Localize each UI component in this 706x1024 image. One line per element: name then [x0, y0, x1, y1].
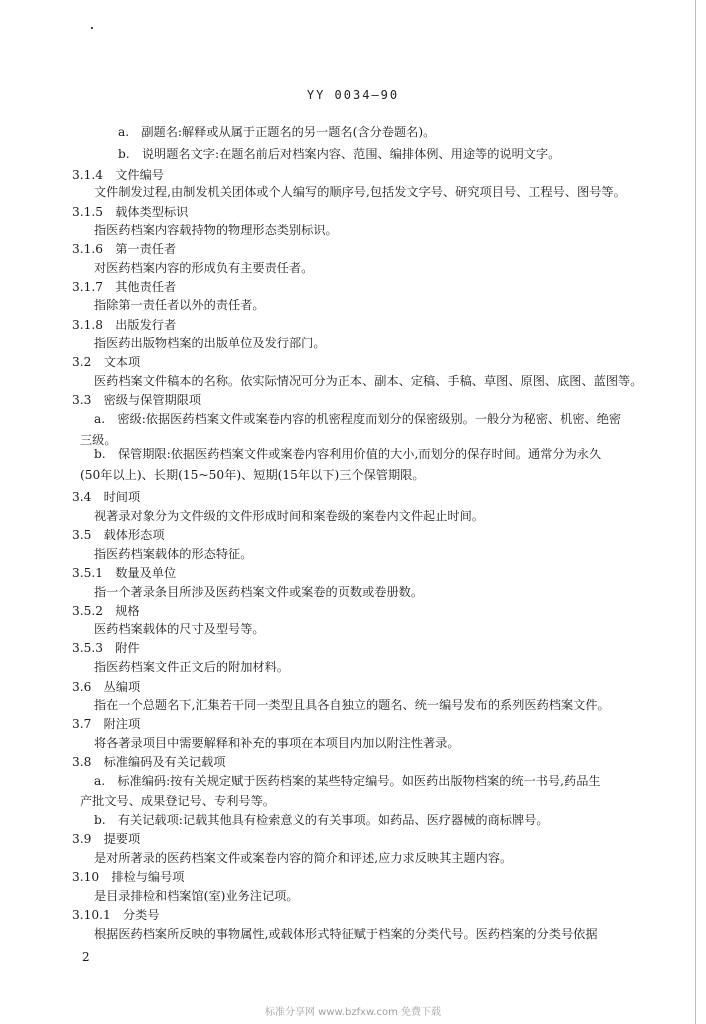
section-heading: 3.10 排检与编号项: [72, 870, 185, 884]
scan-mark: ·: [90, 22, 94, 35]
section-heading: 3.4 时间项: [72, 490, 141, 504]
text-line: 指除第一责任者以外的责任者。: [94, 298, 265, 312]
text-line: 指在一个总题名下,汇集若干同一类型且具各自独立的题名、统一编号发布的系列医药档案文件。: [94, 698, 610, 712]
text-line: 医药档案载体的尺寸及型号等。: [94, 622, 265, 636]
section-heading: 3.2 文本项: [72, 355, 141, 369]
text-line: 对医药档案内容的形成负有主要责任者。: [94, 261, 314, 275]
text-line: b. 保管期限:依据医药档案文件或案卷内容利用价值的大小,而划分的保存时间。通常分为永久: [94, 447, 602, 461]
section-heading: 3.5.2 规格: [72, 604, 140, 618]
text-line: 医药档案文件稿本的名称。依实际情况可分为正本、副本、定稿、手稿、草图、原图、底图、蓝图等。: [94, 374, 643, 388]
text-line: 三级。: [80, 433, 117, 447]
text-line: b. 说明题名文字:在题名前后对档案内容、范围、编排体例、用途等的说明文字。: [118, 147, 561, 161]
text-line: 指一个著录条目所涉及医药档案文件或案卷的页数或卷册数。: [94, 585, 424, 599]
section-heading: 3.8 标准编码及有关记载项: [72, 755, 226, 769]
text-line: 根据医药档案所反映的事物属性,或载体形式特征赋于档案的分类代号。医药档案的分类号依据: [94, 927, 598, 941]
section-heading: 3.3 密级与保管期限项: [72, 393, 202, 407]
section-heading: 3.1.4 文件编号: [72, 168, 164, 182]
page-edge-line: [695, 0, 696, 1024]
watermark-footer: 标准分享网 www.bzfxw.com 免费下载: [265, 1007, 441, 1018]
page-number: 2: [82, 950, 90, 964]
section-heading: 3.1.8 出版发行者: [72, 318, 177, 332]
section-heading: 3.1.5 载体类型标识: [72, 205, 189, 219]
text-line: 是目录排检和档案馆(室)业务注记项。: [94, 889, 299, 903]
text-line: 指医药档案文件正文后的附加材料。: [94, 660, 289, 674]
section-heading: 3.10.1 分类号: [72, 908, 160, 922]
standard-header: YY 0034—90: [306, 88, 400, 102]
text-line: 视著录对象分为文件级的文件形成时间和案卷级的案卷内文件起止时间。: [94, 509, 484, 523]
text-line: 是对所著录的医药档案文件或案卷内容的简介和评述,应力求反映其主题内容。: [94, 851, 513, 865]
section-heading: 3.5.3 附件: [72, 641, 140, 655]
text-line: 文件制发过程,由制发机关团体或个人编写的顺序号,包括发文字号、研究项目号、工程号、图号等。: [94, 185, 626, 199]
text-line: 指医药出版物档案的出版单位及发行部门。: [94, 336, 326, 350]
text-line: 指医药档案载体的形态特征。: [94, 547, 253, 561]
text-line: b. 有关记载项:记载其他具有检索意义的有关事项。如药品、医疗器械的商标牌号。: [94, 813, 549, 827]
text-line: (50年以上)、长期(15~50年)、短期(15年以下)三个保管期限。: [80, 468, 425, 482]
text-line: a. 副题名:解释或从属于正题名的另一题名(含分卷题名)。: [118, 125, 436, 139]
section-heading: 3.9 提要项: [72, 832, 141, 846]
section-heading: 3.5.1 数量及单位: [72, 566, 177, 580]
text-line: 将各著录项目中需要解释和补充的事项在本项目内加以附注性著录。: [94, 736, 460, 750]
section-heading: 3.7 附注项: [72, 717, 141, 731]
text-line: 产批文号、成果登记号、专利号等。: [80, 794, 275, 808]
section-heading: 3.5 载体形态项: [72, 528, 165, 542]
text-line: a. 标准编码:按有关规定赋于医药档案的某些特定编号。如医药出版物档案的统一书号,药品生: [94, 774, 601, 788]
text-line: a. 密级:依据医药档案文件或案卷内容的机密程度而划分的保密级别。一般分为秘密、机密、绝密: [94, 412, 622, 426]
section-heading: 3.1.6 第一责任者: [72, 242, 177, 256]
text-line: 指医药档案内容载持物的物理形态类别标识。: [94, 223, 338, 237]
section-heading: 3.1.7 其他责任者: [72, 280, 177, 294]
section-heading: 3.6 丛编项: [72, 680, 141, 694]
